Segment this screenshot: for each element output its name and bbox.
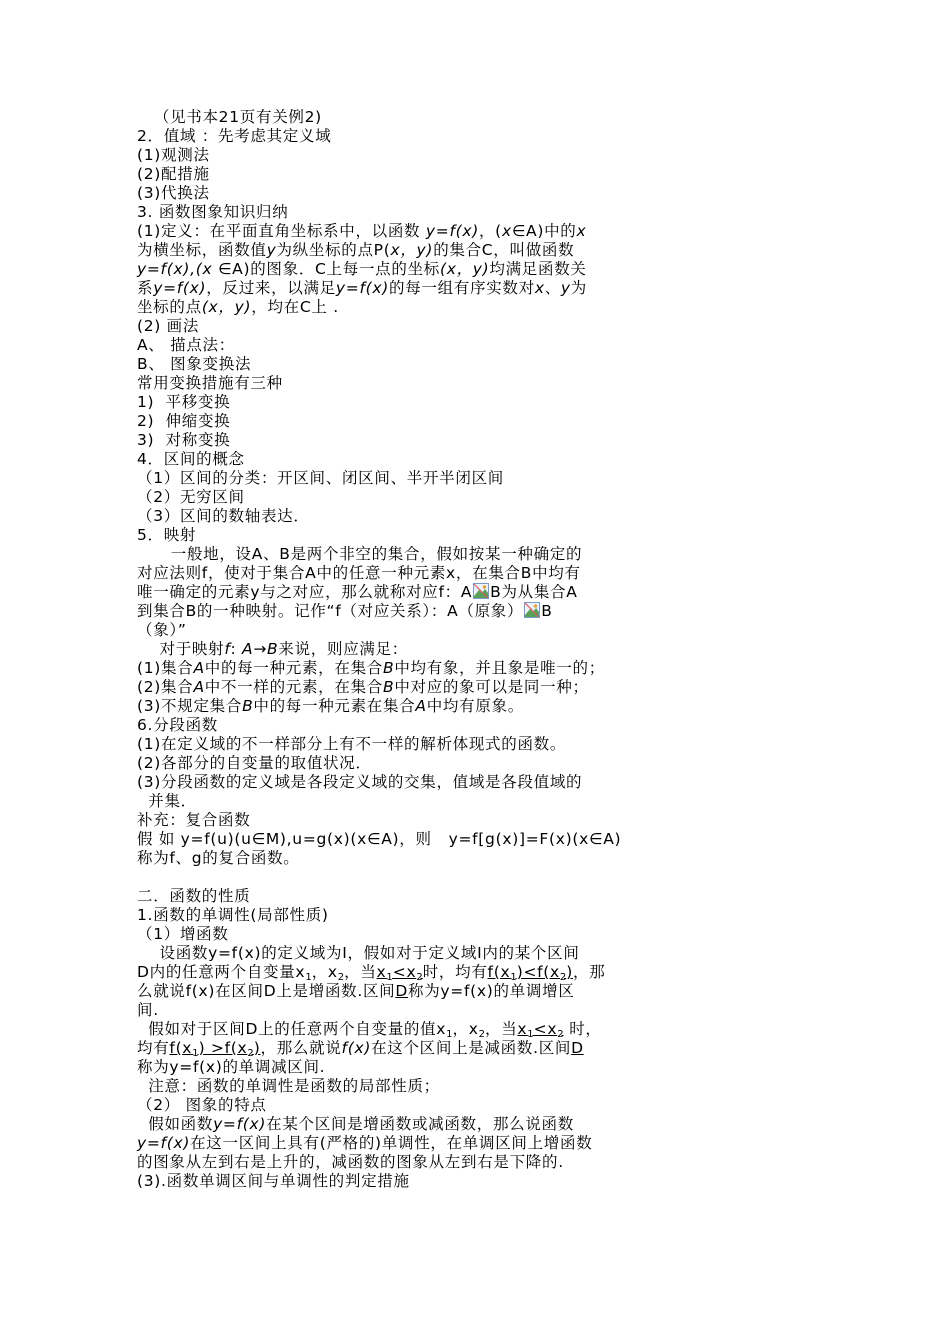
text-line: 到集合B的一种映射。记作“f（对应关系）：A（原象） B [137, 602, 553, 620]
text-line: （1）区间的分类：开区间、闭区间、半开半闭区间 [137, 469, 504, 487]
section-heading: 6.分段函数 [137, 716, 218, 734]
text-line: (2)集合A中不一样的元素，在集合B中对应的象可以是同一种； [137, 678, 589, 696]
text-line: 2．值域 ：先考虑其定义域 [137, 127, 332, 145]
text-line: （2）无穷区间 [137, 488, 245, 506]
text-line: 间. [137, 1001, 159, 1019]
text-line: （1）增函数 [137, 925, 229, 943]
text-line: 3) 对称变换 [137, 431, 231, 449]
text-line: 对于映射f: A→B来说，则应满足： [137, 640, 408, 658]
text-line: (1)观测法 [137, 146, 210, 164]
text-line: 称为f、g的复合函数。 [137, 849, 300, 867]
text-line: A、 描点法： [137, 336, 235, 354]
text-line: 假如对于区间D上的任意两个自变量的值$x_1$，$x_2$，当$x_1<x_2$ 时， [137, 1020, 602, 1040]
text-line: (3)代换法 [137, 184, 210, 202]
text-line: y=f(x),(x ∈A)的图象．C上每一点的坐标(x，y)均满足函数关 [137, 260, 587, 278]
text-line: 设函数y=f(x)的定义域为I，假如对于定义域I内的某个区间 [137, 944, 580, 962]
text-line: (3)分段函数的定义域是各段定义域的交集，值域是各段值域的 [137, 773, 583, 791]
text-line: 么就说f(x)在区间D上是增函数.区间D称为y=f(x)的单调增区 [137, 982, 575, 1000]
text-line: y=f(x)在这一区间上具有(严格的)单调性，在单调区间上增函数 [137, 1134, 593, 1152]
text-line: 2) 伸缩变换 [137, 412, 231, 430]
text-line: 一般地，设A、B是两个非空的集合，假如按某一种确定的 [137, 545, 583, 563]
text-line: (1)定义：在平面直角坐标系中，以函数 y=f(x)，(x∈A)中的x [137, 222, 587, 240]
blank-line [137, 868, 687, 887]
text-line: （2） 图象的特点 [137, 1096, 267, 1114]
text-line: (3).函数单调区间与单调性的判定措施 [137, 1172, 410, 1190]
document-page [137, 108, 687, 1191]
text-line: 注意：函数的单调性是函数的局部性质； [137, 1077, 440, 1095]
text-line: (2)配措施 [137, 165, 210, 183]
broken-image-icon [524, 602, 540, 618]
text-line: 假 如 y=f(u)(u∈M),u=g(x)(x∈A)，则 y=f[g(x)]=F(x)(x∈A) [137, 830, 622, 848]
section-heading: 5．映射 [137, 526, 197, 544]
text-line: 系y=f(x)，反过来，以满足y=f(x)的每一组有序实数对x、y为 [137, 279, 587, 297]
text-line: 为横坐标，函数值y为纵坐标的点P(x，y)的集合C，叫做函数 [137, 241, 575, 259]
text-line: (2)各部分的自变量的取值状况． [137, 754, 372, 772]
text-line: 1) 平移变换 [137, 393, 231, 411]
text-line: (1)集合A中的每一种元素，在集合B中均有象，并且象是唯一的； [137, 659, 605, 677]
text-line: 并集． [137, 792, 197, 810]
text-line: (3)不规定集合B中的每一种元素在集合A中均有原象。 [137, 697, 524, 715]
text-line: 的图象从左到右是上升的，减函数的图象从左到右是下降的. [137, 1153, 564, 1171]
text-line: 假如函数y=f(x)在某个区间是增函数或减函数，那么说函数 [137, 1115, 574, 1133]
text-line: 唯一确定的元素y与之对应，那么就称对应f：A B为从集合A [137, 583, 578, 601]
text-line: 补充：复合函数 [137, 811, 251, 829]
text-line: 称为y=f(x)的单调减区间. [137, 1058, 326, 1076]
text-line: (1)在定义域的不一样部分上有不一样的解析体现式的函数。 [137, 735, 567, 753]
text-line: (2) 画法 [137, 317, 200, 335]
section-heading: 4．区间的概念 [137, 450, 245, 468]
section-heading: 3. 函数图象知识归纳 [137, 203, 289, 221]
text-line: （3）区间的数轴表达． [137, 507, 310, 525]
text-line: （象）” [137, 621, 187, 639]
text-line: 均有$f(x_1) >f(x_2)$，那么就说f(x)在这个区间上是减函数.区间D [137, 1039, 584, 1059]
text-line: D内的任意两个自变量$x_1$，$x_2$，当$x_1<x_2$时，均有$f(x_1)<f(x_2)$，那 [137, 963, 606, 983]
text-line: 对应法则f，使对于集合A中的任意一种元素x，在集合B中均有 [137, 564, 581, 582]
section-heading: 1.函数的单调性(局部性质) [137, 906, 329, 924]
text-line: 坐标的点(x，y)，均在C上 . [137, 298, 339, 316]
section-heading: 二．函数的性质 [137, 887, 251, 905]
broken-image-icon [473, 583, 489, 599]
text-line: 常用变换措施有三种 [137, 374, 283, 392]
text-line: （见书本21页有关例2) [137, 108, 322, 126]
text-line: B、 图象变换法 [137, 355, 252, 373]
